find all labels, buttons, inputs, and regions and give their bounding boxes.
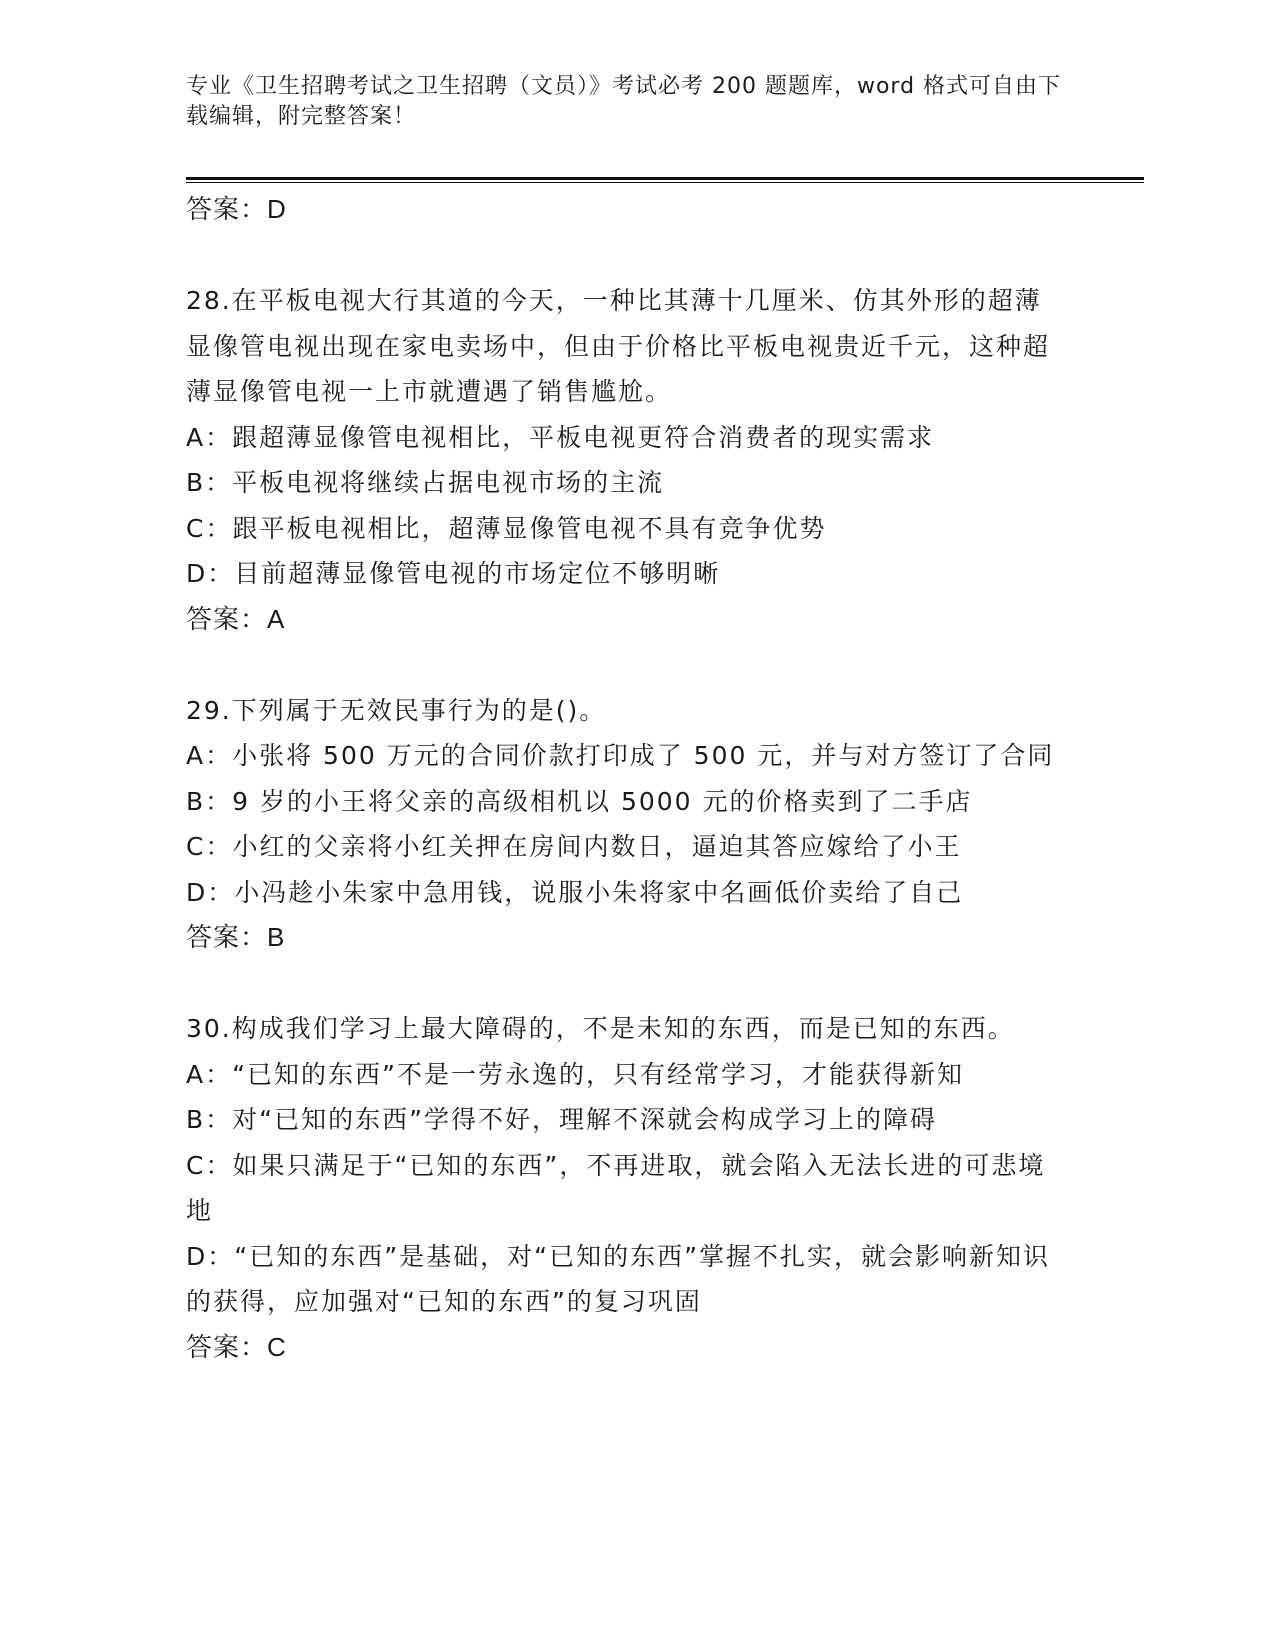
question-block xyxy=(186,278,1086,642)
question-block xyxy=(186,688,1086,961)
option-d: D：“已知的东西”是基础，对“已知的东西”掌握不扎实，就会影响新知识的获得，应加强对“已知的东西”的复习巩固 xyxy=(186,1241,1051,1316)
header-rule-thick xyxy=(186,177,1144,180)
question-stem: 29.下列属于无效民事行为的是()。 xyxy=(186,695,607,725)
option-b: B：对“已知的东西”学得不好，理解不深就会构成学习上的障碍 xyxy=(186,1105,938,1134)
option-a: A：跟超薄显像管电视相比，平板电视更符合消费者的现实需求 xyxy=(186,422,935,452)
option-c: C：小红的父亲将小红关押在房间内数日，逼迫其答应嫁给了小王 xyxy=(186,832,962,861)
option-b: B：平板电视将继续占据电视市场的主流 xyxy=(186,468,665,497)
option-c: C：跟平板电视相比，超薄显像管电视不具有竞争优势 xyxy=(186,513,827,543)
question-stem: 28.在平板电视大行其道的今天，一种比其薄十几厘米、仿其外形的超薄显像管电视出现在家电卖场中，但由于价格比平板电视贵近千元，这种超薄显像管电视一上市就遭遇了销售尴尬。 xyxy=(186,286,1051,406)
document-body xyxy=(186,187,1086,1370)
header-rule-thin xyxy=(186,182,1144,183)
spacer xyxy=(186,233,1086,279)
question-block xyxy=(186,1006,1086,1370)
option-c: C：如果只满足于“已知的东西”，不再进取，就会陷入无法长进的可悲境地 xyxy=(186,1150,1046,1225)
answer-line: 答案：D xyxy=(186,194,287,224)
option-b: B：9 岁的小王将父亲的高级相机以 5000 元的价格卖到了二手店 xyxy=(186,786,973,816)
option-d: D：目前超薄显像管电视的市场定位不够明晰 xyxy=(186,559,721,588)
spacer xyxy=(186,642,1086,688)
option-d: D：小冯趁小朱家中急用钱，说服小朱将家中名画低价卖给了自己 xyxy=(186,877,964,907)
question-stem: 30.构成我们学习上最大障碍的，不是未知的东西，而是已知的东西。 xyxy=(186,1014,1015,1043)
answer-line: 答案：B xyxy=(186,922,286,952)
spacer xyxy=(186,961,1086,1007)
page-header: 专业《卫生招聘考试之卫生招聘（文员）》考试必考 200 题题库，word 格式可自由下载编辑，附完整答案！ xyxy=(186,74,1062,129)
answer-line: 答案：C xyxy=(186,1331,287,1362)
option-a: A：小张将 500 万元的合同价款打印成了 500 元，并与对方签订了合同 xyxy=(186,741,1055,770)
option-a: A：“已知的东西”不是一劳永逸的，只有经常学习，才能获得新知 xyxy=(186,1059,965,1089)
answer-line: 答案：A xyxy=(186,603,286,634)
